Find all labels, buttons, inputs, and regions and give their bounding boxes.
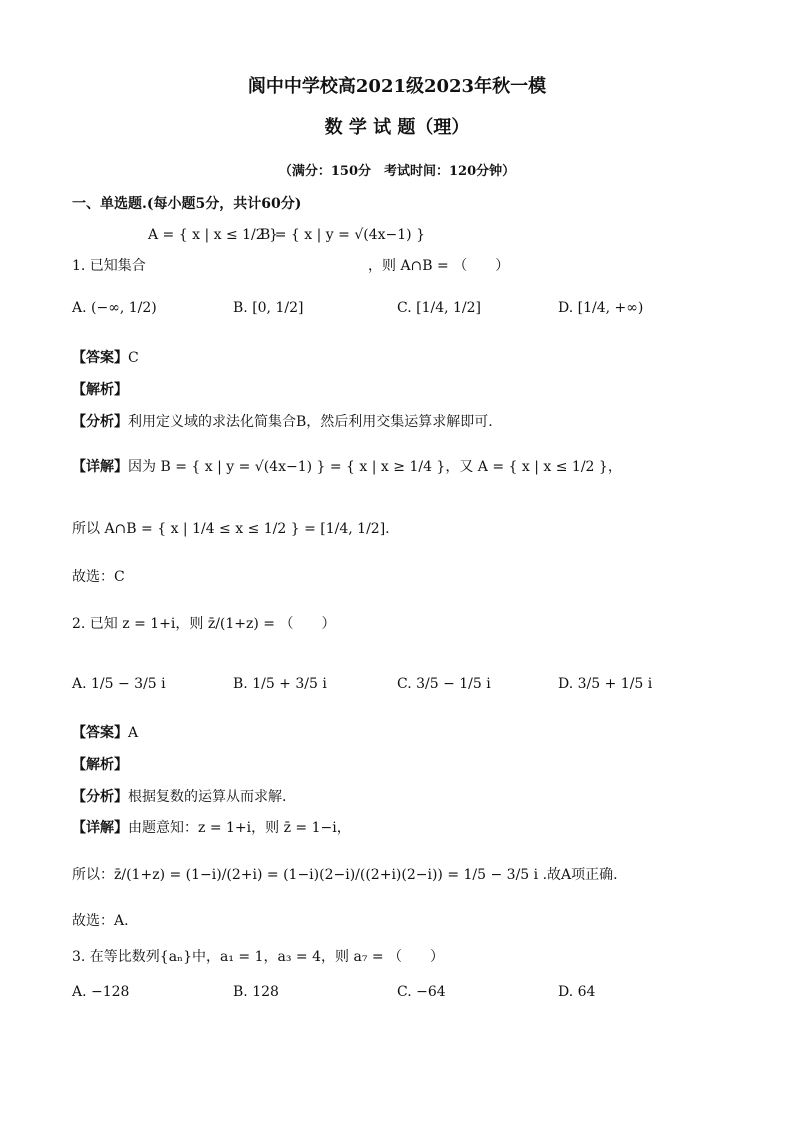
xiangjie-tag: 【详解】 [72,820,128,836]
xiangjie-tag: 【详解】 [72,459,128,475]
q1-setA: A = { x | x ≤ 1/2 } [148,227,279,243]
q1-fenxi-line [72,411,493,431]
q1-answer-value: C [128,350,139,366]
answer-tag: 【答案】 [72,350,128,366]
q3-option-a[interactable]: A. −128 [72,984,130,1000]
q1-xiangjie-text: 因为 B = { x | y = √(4x−1) } = { x | x ≥ 1/4 }，又 A = { x | x ≤ 1/2 }， [128,459,622,475]
q2-answer-line [72,722,138,742]
answer-tag: 【答案】 [72,725,128,741]
q1-option-d[interactable]: D. [1/4, +∞) [558,300,644,316]
q1-analysis-tag: 【解析】 [72,382,128,398]
q2-xiangjie-text: 由题意知：z = 1+i，则 z̄ = 1−i， [128,820,351,836]
q2-option-d[interactable]: D. 3/5 + 1/5 i [558,676,653,692]
q1-answer-line [72,347,139,367]
q1-xiangjie-line [72,456,622,476]
q2-choose-line: 故选：A. [72,913,129,929]
q2-stem: 2. 已知 z = 1+i，则 z̄/(1+z) = （ ） [72,616,336,632]
q1-fenxi-text: 利用定义域的求法化简集合B，然后利用交集运算求解即可. [128,414,493,430]
q2-analysis-tag: 【解析】 [72,757,128,773]
fenxi-tag: 【分析】 [72,789,128,805]
section-heading: 一、单选题.(每小题5分，共计60分) [72,196,302,212]
q2-option-b[interactable]: B. 1/5 + 3/5 i [233,676,327,692]
q3-stem: 3. 在等比数列{aₙ}中，a₁ = 1，a₃ = 4，则 a₇ = （ ） [72,949,445,965]
q1-option-b[interactable]: B. [0, 1/2] [233,300,304,316]
page-subtitle: 数 学 试 题（理） [324,117,470,138]
q1-option-c[interactable]: C. [1/4, 1/2] [397,300,481,316]
page-title: 阆中中学校高2021级2023年秋一模 [247,76,547,97]
q1-setB: B = { x | y = √(4x−1) } [260,227,425,243]
q1-ask: ，则 A∩B = （ ） [368,258,510,274]
q2-fenxi-line [72,786,286,806]
q2-xiangjie-line [72,817,351,837]
q2-option-c[interactable]: C. 3/5 − 1/5 i [397,676,491,692]
q3-option-d[interactable]: D. 64 [558,984,596,1000]
q2-option-a[interactable]: A. 1/5 − 3/5 i [72,676,166,692]
q1-suoyi-line: 所以 A∩B = { x | 1/4 ≤ x ≤ 1/2 } = [1/4, 1/2]. [72,521,390,537]
fenxi-tag: 【分析】 [72,414,128,430]
q3-option-c[interactable]: C. −64 [397,984,446,1000]
q1-stem-label: 1. 已知集合 [72,258,146,274]
q2-fenxi-text: 根据复数的运算从而求解. [128,789,287,805]
q2-answer-value: A [128,725,139,741]
exam-meta: （满分：150分 考试时间：120分钟） [278,164,516,179]
q3-option-b[interactable]: B. 128 [233,984,279,1000]
q1-option-a[interactable]: A. (−∞, 1/2) [72,300,157,316]
q1-choose-line: 故选：C [72,569,125,585]
q2-suoyi-line: 所以：z̄/(1+z) = (1−i)/(2+i) = (1−i)(2−i)/((2+i)(2−i)) = 1/5 − 3/5 i .故A项正确. [72,867,618,883]
